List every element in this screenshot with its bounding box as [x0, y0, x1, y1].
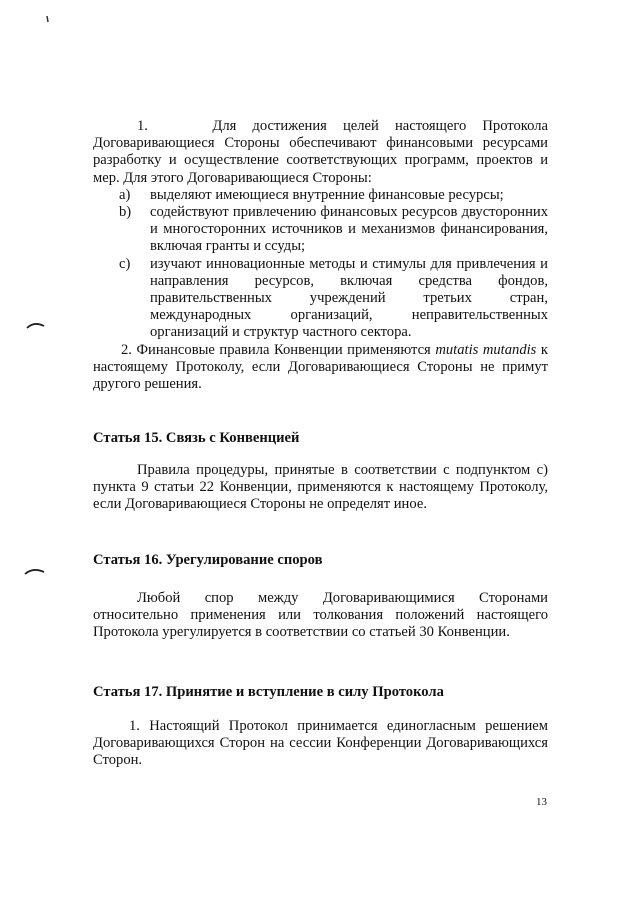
- list-marker: c): [119, 255, 131, 272]
- article-17-paragraph: 1. Настоящий Протокол принимается единогласным решением Договаривающихся Сторон на сессии Конференции Договаривающихся Сторон.: [93, 718, 548, 769]
- article-15-paragraph: Правила процедуры, принятые в соответствии с подпунктом с) пункта 9 статьи 22 Конвенции, применяются к настоящему Протоколу, если Договаривающиеся Стороны не определят иное.: [93, 462, 548, 513]
- list-item-text: содействуют привлечению финансовых ресурсов двусторонних и многосторонних источников и механизмов финансирования, включая гранты и ссуды;: [150, 204, 548, 255]
- list-item-a: [93, 187, 548, 204]
- paragraph-text: Для достижения целей настоящего Протокола Договаривающиеся Стороны обеспечивают финансовыми ресурсами разработку и осуществление соответствующих программ, проектов и мер. Для этого Договаривающиеся Стороны:: [93, 118, 548, 186]
- article-14-paragraph-2: [93, 342, 548, 394]
- article-17-body: [93, 718, 548, 770]
- article-15-heading: Статья 15. Связь с Конвенцией: [93, 430, 300, 446]
- paragraph-text: к настоящему Протоколу, если Договаривающиеся Стороны не примут другого решения.: [93, 341, 548, 393]
- article-14-paragraph-1: [93, 118, 548, 187]
- article-14-body: [93, 118, 548, 393]
- list-item-c: [93, 256, 548, 342]
- list-marker: b): [119, 204, 132, 221]
- article-16-body: [93, 590, 548, 642]
- scan-mark-left-2: [24, 566, 46, 576]
- scan-mark-top: [44, 14, 52, 24]
- list-item-text: изучают инновационные методы и стимулы для привлечения и направления ресурсов, включая средства фондов, правительственных учреждений третьих стран, международных организаций, неправительственных организаций и структур частного сектора.: [150, 255, 548, 341]
- article-17-heading: Статья 17. Принятие и вступление в силу Протокола: [93, 684, 444, 700]
- list-item-b: [93, 204, 548, 256]
- page-number: 13: [536, 796, 547, 808]
- latin-phrase: mutatis mutandis: [435, 341, 537, 358]
- article-16-heading: Статья 16. Урегулирование споров: [93, 552, 323, 568]
- list-item-text: выделяют имеющиеся внутренние финансовые ресурсы;: [150, 186, 504, 203]
- scan-mark-left-1: [26, 320, 46, 330]
- article-15-body: [93, 462, 548, 514]
- article-16-paragraph: Любой спор между Договаривающимися Сторонами относительно применения или толкования положений настоящего Протокола урегулируется в соответствии со статьей 30 Конвенции.: [93, 590, 548, 641]
- list-marker: a): [119, 186, 131, 203]
- paragraph-text: 2. Финансовые правила Конвенции применяются: [121, 341, 436, 358]
- paragraph-number: 1.: [137, 118, 148, 134]
